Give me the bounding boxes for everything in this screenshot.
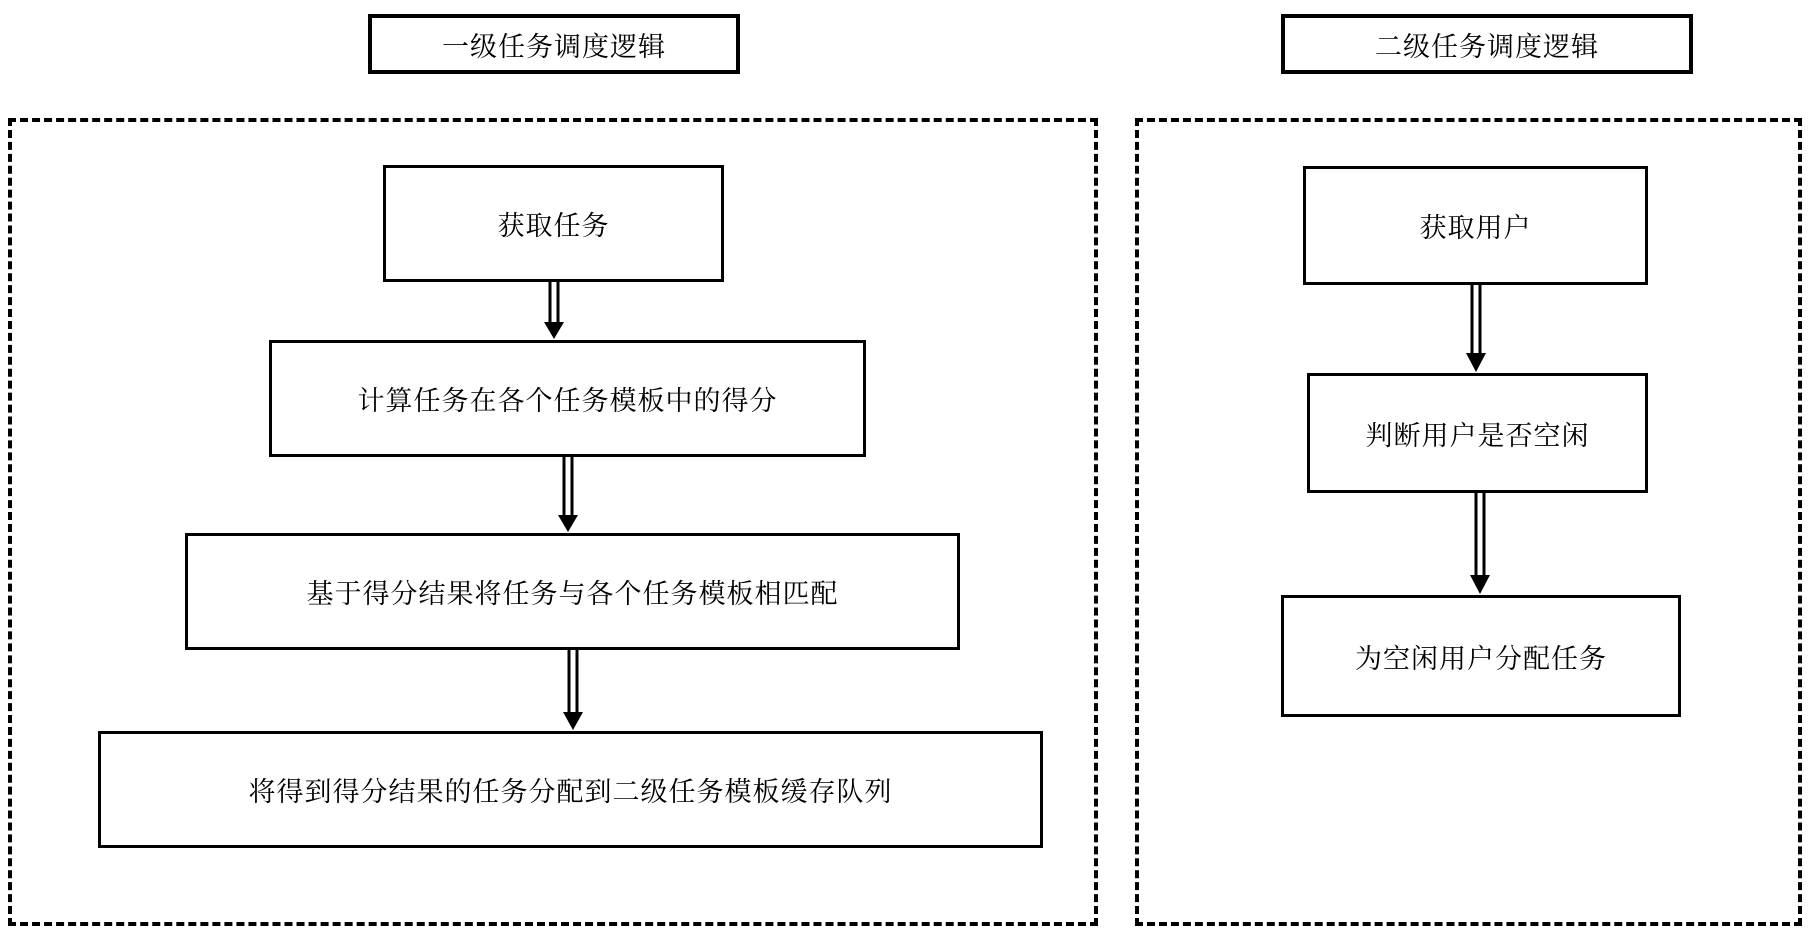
arrow-match-template-to-dispatch (561, 650, 585, 731)
process-node-compute-score: 计算任务在各个任务模板中的得分 (269, 340, 866, 457)
arrow-compute-score-to-match-template (556, 457, 580, 533)
process-node-dispatch-to-queue: 将得到得分结果的任务分配到二级任务模板缓存队列 (98, 731, 1043, 848)
arrow-check-idle-to-assign-task (1468, 493, 1492, 595)
process-node-check-user-idle: 判断用户是否空闲 (1307, 373, 1648, 493)
process-node-get-task: 获取任务 (383, 165, 724, 282)
process-node-match-template: 基于得分结果将任务与各个任务模板相匹配 (185, 533, 960, 650)
panel-title-second-level: 二级任务调度逻辑 (1281, 14, 1693, 74)
process-node-get-user: 获取用户 (1303, 166, 1648, 285)
arrow-get-user-to-check-idle (1464, 285, 1488, 373)
process-node-assign-task-to-idle-user: 为空闲用户分配任务 (1281, 595, 1681, 717)
arrow-get-task-to-compute-score (542, 282, 566, 340)
panel-title-first-level: 一级任务调度逻辑 (368, 14, 740, 74)
